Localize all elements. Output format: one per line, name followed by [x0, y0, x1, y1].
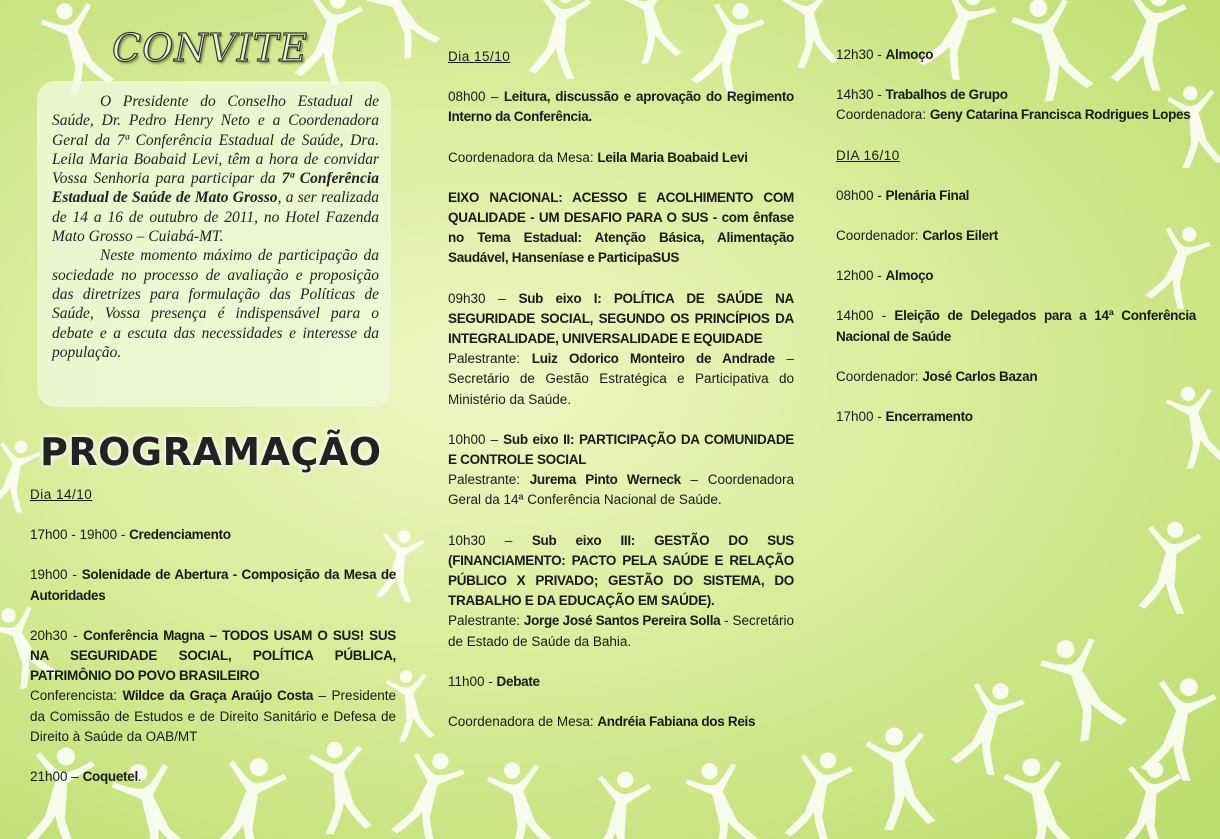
col3-i4-text: Almoço [885, 268, 934, 284]
day15-i1-time: 08h00 – [448, 89, 504, 105]
day15-i2-role: Palestrante: [448, 351, 532, 367]
col3-i6-time: 17h00 - [836, 409, 886, 425]
col3-i5-text: Eleição de Delegados para a 14ª Conferência Nacional de Saúde [836, 308, 1196, 344]
invitation-paragraph-2: Neste momento máximo de participação da sociedade no processo de avaliação e proposição das diretrizes para formulação das Políticas de Saúde, Vossa presença é indispensável para o debate e a escuta das necessidades e interesse da população. [52, 247, 379, 361]
day15-i4-role: Palestrante: [448, 613, 524, 629]
day15-i5-text: Debate [496, 673, 540, 689]
schedule-column-3 [836, 45, 1196, 447]
day15-i3-desc: – Coordenadora Geral da 14ª Conferência Nacional de Saúde. [448, 472, 795, 508]
day15-i1-role: Coordenadora da Mesa: [448, 149, 598, 165]
schedule-item [448, 672, 794, 692]
col3-i2-time: 14h30 - [836, 87, 886, 103]
schedule-item [30, 767, 396, 787]
col3-i2-name: Geny Catarina Francisca Rodrigues Lopes [929, 107, 1191, 123]
schedule-item [836, 407, 1196, 427]
day14-i3-text: Conferência Magna – TODOS USAM O SUS! SUS NA SEGURIDADE SOCIAL, POLÍTICA PÚBLICA, PATRIMÔNIO DO POVO BRASILEIRO [30, 627, 396, 684]
day15-i4-text: Sub eixo III: GESTÃO DO SUS (FINANCIAMENTO: PACTO PELA SAÚDE E RELAÇÃO PÚBLICO X PRIVADO; GESTÃO DO SISTEMA, DO TRABALHO E DA EDUCAÇÃO EM SAÚDE). [448, 532, 794, 609]
schedule-item [30, 525, 396, 545]
day14-date: Dia 14/10 [30, 487, 93, 502]
conference-name: 7ª Conferência Estadual de Saúde de Mato Grosso [52, 170, 379, 207]
day15-date: Dia 15/10 [448, 49, 511, 64]
schedule-item [448, 289, 794, 410]
col3-date16: DIA 16/10 [836, 147, 900, 163]
schedule-item [836, 186, 1196, 206]
day-14-date [30, 485, 396, 505]
col3-i1-time: 12h30 - [836, 47, 886, 62]
day14-i4-time: 21h00 – [30, 769, 83, 785]
schedule-item [30, 565, 396, 605]
day15-i5-name: Andréia Fabiana dos Reis [597, 714, 756, 730]
day15-i3-text: Sub eixo II: PARTICIPAÇÃO DA COMUNIDADE E CONTROLE SOCIAL [448, 431, 794, 468]
col3-i3-text: Plenária Final [885, 187, 970, 203]
col3-i3-time: 08h00 - [836, 187, 886, 203]
schedule-item [836, 45, 1196, 65]
day14-i1-time: 17h00 - 19h00 - [30, 527, 130, 543]
day15-i2-time: 09h30 – [448, 290, 519, 306]
invitation-text [52, 92, 379, 362]
schedule-column-2 [448, 47, 794, 752]
day15-i4-desc: - Secretário de Estado de Saúde da Bahia. [448, 613, 795, 649]
schedule-item [30, 626, 396, 747]
day-15-date [448, 47, 794, 67]
day15-i2-desc: – Secretário de Gestão Estratégica e Participativa do Ministério da Saúde. [448, 351, 795, 407]
day15-i5-time: 11h00 - [448, 673, 497, 689]
schedule-item [448, 712, 794, 732]
schedule-item [448, 531, 794, 652]
schedule-item [448, 148, 794, 168]
col3-i5-role: Coordenador: [836, 368, 923, 384]
day15-i5-role: Coordenadora de Mesa: [448, 714, 598, 730]
day14-i3-name: Wildce da Graça Araújo Costa [122, 688, 314, 704]
day14-i3-role: Conferencista: [30, 688, 123, 704]
day15-i2-text: Sub eixo I: POLÍTICA DE SAÚDE NA SEGURIDADE SOCIAL, SEGUNDO OS PRINCÍPIOS DA INTEGRALIDADE, UNIVERSALIDADE E EQUIDADE [448, 290, 794, 347]
day14-i3-time: 20h30 - [30, 627, 84, 643]
schedule-item [448, 430, 794, 511]
convite-p1-c: , a ser realizada de 14 a 16 de outubro de 2011, no Hotel Fazenda Mato Grosso – Cuiabá-MT. [52, 189, 379, 246]
schedule-item [836, 226, 1196, 246]
convite-p1-a: O Presidente do Conselho Estadual de Saúde, Dr. Pedro Henry Neto e a Coordenadora Geral da 7ª Conferência Estadual de Saúde, Dra. Leila Maria Boabaid Levi, têm a hora de convidar Vossa Senhoria para participar da [52, 93, 379, 188]
day14-i3-desc: – Presidente da Comissão de Estudos e de Direito Sanitário e Defesa de Direito à Saúde da OAB/MT [30, 688, 396, 744]
col3-i3-name: Carlos Eilert [922, 228, 998, 244]
day14-i2-text: Solenidade de Abertura - Composição da Mesa de Autoridades [30, 567, 396, 603]
day15-i3-role: Palestrante: [448, 472, 530, 488]
day15-i2-name: Luiz Odorico Monteiro de Andrade [531, 351, 775, 367]
day15-i3-name: Jurema Pinto Werneck [529, 472, 681, 488]
day14-i1-text: Credenciamento [129, 527, 231, 543]
eixo-nacional [448, 188, 794, 269]
convite-title: CONVITE [112, 26, 309, 70]
day14-i2-time: 19h00 - [30, 567, 82, 583]
day15-i4-name: Jorge José Santos Pereira Solla [523, 613, 721, 629]
col3-i1-text: Almoço [885, 47, 934, 62]
day15-i1-text: Leitura, discussão e aprovação do Regimento Interno da Conferência. [448, 89, 794, 125]
col3-i4-time: 12h00 - [836, 268, 886, 284]
schedule-item [836, 367, 1196, 387]
schedule-item [836, 85, 1196, 125]
col3-i2-text: Trabalhos de Grupo [885, 87, 1008, 103]
day14-i4-text: Coquetel [82, 769, 138, 785]
day15-eixo: EIXO NACIONAL: ACESSO E ACOLHIMENTO COM QUALIDADE - UM DESAFIO PARA O SUS - com ênfase no Tema Estadual: Atenção Básica, Alimentação Saudável, Hanseníase e ParticipaSUS [448, 189, 794, 266]
schedule-item [448, 87, 794, 127]
col3-i2-role: Coordenadora: [836, 107, 930, 123]
col3-i5-time: 14h00 - [836, 308, 895, 324]
col3-i5-name: José Carlos Bazan [922, 368, 1038, 384]
day15-i4-time: 10h30 – [448, 532, 532, 548]
schedule-item [836, 266, 1196, 286]
day-16-date [836, 146, 1196, 166]
programacao-title: PROGRAMAÇÃO [40, 430, 382, 474]
col3-i6-text: Encerramento [885, 409, 973, 425]
invitation-paragraph-1 [52, 92, 379, 246]
day14-i4-end: . [137, 769, 142, 785]
schedule-item [836, 306, 1196, 346]
col3-i3-role: Coordenador: [836, 228, 923, 244]
day15-i3-time: 10h00 – [448, 431, 504, 447]
day15-i1-name: Leila Maria Boabaid Levi [597, 149, 748, 165]
